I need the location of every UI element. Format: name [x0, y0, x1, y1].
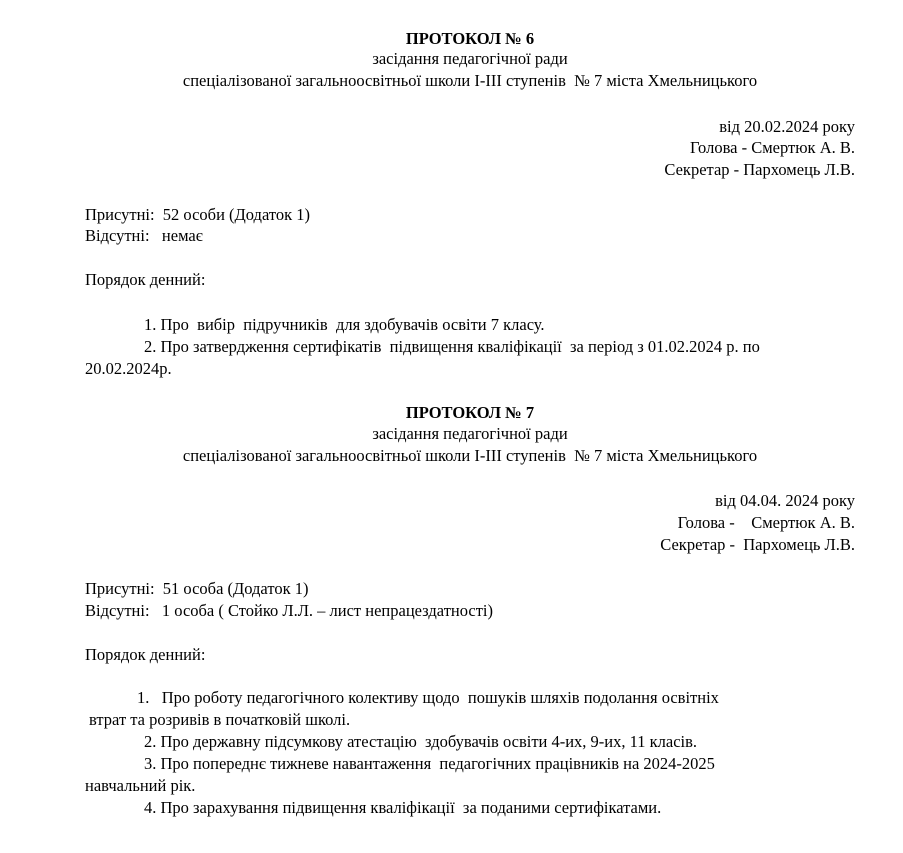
agenda-item: 1. Про вибір підручників для здобувачів освіти 7 класу. [144, 315, 545, 334]
attendance-present: Присутні: 52 особи (Додаток 1) [85, 205, 310, 224]
agenda-label: Порядок денний: [85, 645, 206, 664]
agenda-item: 1. Про роботу педагогічного колективу щодо пошуків шляхів подолання освітніх [137, 688, 719, 707]
attendance-absent: Відсутні: 1 особа ( Стойко Л.Л. – лист непрацездатності) [85, 601, 494, 620]
protocol-title: ПРОТОКОЛ № 7 [405, 403, 535, 422]
agenda-label: Порядок денний: [85, 270, 206, 289]
agenda-item-continuation: навчальний рік. [85, 776, 196, 795]
chairperson: Голова - Смертюк А. В. [689, 138, 855, 157]
protocol-subtitle: засідання педагогічної ради [372, 49, 568, 68]
meeting-date: від 20.02.2024 року [719, 117, 855, 136]
secretary: Секретар - Пархомець Л.В. [660, 535, 855, 554]
agenda-item: 4. Про зарахування підвищення кваліфікації за поданими сертифікатами. [144, 798, 662, 817]
protocol-subtitle: засідання педагогічної ради [372, 424, 568, 443]
school-name: спеціалізованої загальноосвітньої школи І-ІІІ ступенів № 7 міста Хмельницького [182, 446, 758, 465]
agenda-item: 3. Про попереднє тижневе навантаження педагогічних працівників на 2024-2025 [144, 754, 715, 773]
agenda-item-continuation: 20.02.2024р. [85, 359, 172, 378]
protocol-title: ПРОТОКОЛ № 6 [405, 29, 535, 48]
secretary: Секретар - Пархомець Л.В. [664, 160, 855, 179]
agenda-item: 2. Про державну підсумкову атестацію здобувачів освіти 4-их, 9-их, 11 класів. [144, 732, 698, 751]
agenda-item-continuation: втрат та розривів в початковій школі. [89, 710, 351, 729]
meeting-date: від 04.04. 2024 року [715, 491, 855, 510]
agenda-item: 2. Про затвердження сертифікатів підвищення кваліфікації за період з 01.02.2024 р. по [144, 337, 760, 356]
attendance-present: Присутні: 51 особа (Додаток 1) [85, 579, 309, 598]
chairperson: Голова - Смертюк А. В. [677, 513, 855, 532]
school-name: спеціалізованої загальноосвітньої школи І-ІІІ ступенів № 7 міста Хмельницького [182, 71, 758, 90]
attendance-absent: Відсутні: немає [85, 226, 203, 245]
